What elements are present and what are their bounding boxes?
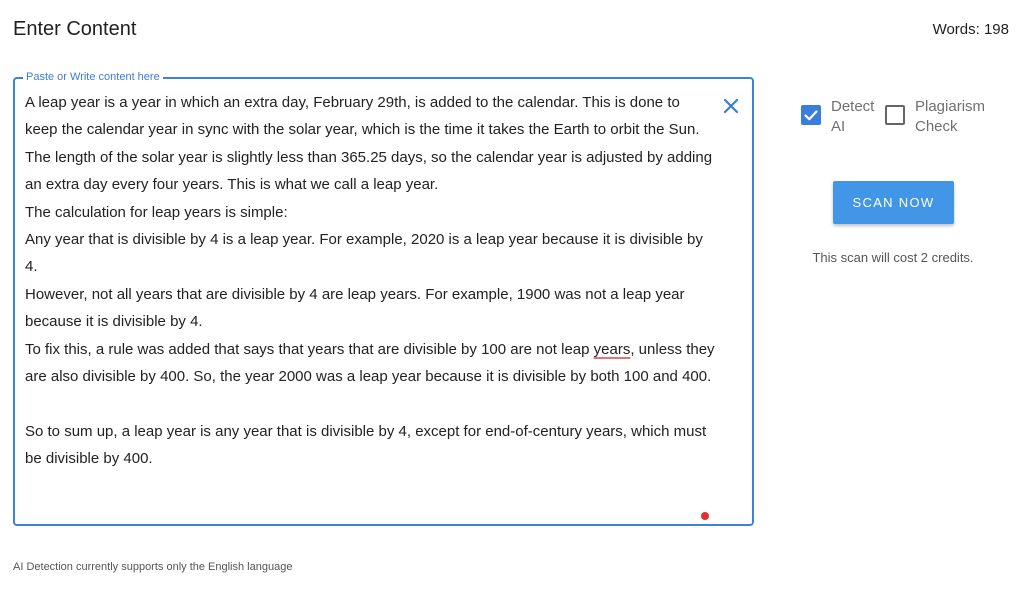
scan-now-button[interactable]: SCAN NOW [833, 181, 954, 224]
editor-textarea[interactable] [25, 89, 715, 522]
plagiarism-checkbox[interactable] [885, 105, 905, 125]
content-editor[interactable] [13, 71, 754, 526]
language-support-note: AI Detection currently supports only the English language [13, 561, 293, 573]
plagiarism-label: Plagiarism Check [915, 98, 986, 135]
paragraph: The length of the solar year is slightly less than 365.25 days, so the calendar year is adjusted by adding an extra day every four years. This is what we call a leap year. [25, 148, 713, 194]
editor-label: Paste or Write content here [23, 70, 163, 84]
paragraph: The calculation for leap years is simple: [25, 203, 288, 221]
detect-ai-label: Detect AI [831, 98, 875, 135]
paragraph [25, 390, 715, 417]
scan-cost-note: This scan will cost 2 credits. [812, 250, 974, 265]
checkmark-icon [801, 105, 821, 125]
scan-options [801, 97, 1016, 137]
text-fragment: To fix this, a rule was added that says that years that are divisible by 100 are not leap [25, 340, 594, 358]
paragraph: However, not all years that are divisible by 4 are leap years. For example, 1900 was not a leap year because it is divisible by 4. [25, 285, 685, 331]
paragraph: A leap year is a year in which an extra day, February 29th, is added to the calendar. This is done to keep the calendar year in sync with the solar year, which is the time it takes the Earth to orbit the Sun. [25, 94, 700, 139]
plagiarism-option[interactable] [885, 97, 995, 137]
status-dot [701, 512, 709, 520]
word-count: Words: 198 [932, 21, 1009, 38]
paragraph: Any year that is divisible by 4 is a leap year. For example, 2020 is a leap year because it is divisible by 4. [25, 231, 703, 276]
text-fragment: , unless they are also divisible by 400. So, the year 2000 was a leap year because it is divisible by both 100 and 400. [25, 340, 715, 386]
detect-ai-option[interactable] [801, 97, 883, 137]
paragraph [25, 336, 715, 391]
close-icon[interactable] [721, 96, 741, 116]
detect-ai-checkbox[interactable] [801, 105, 821, 125]
page-title: Enter Content [13, 18, 137, 40]
misspelled-word[interactable]: years [593, 340, 631, 358]
paragraph: So to sum up, a leap year is any year that is divisible by 4, except for end-of-century years, which must be divisible by 400. [25, 422, 707, 468]
